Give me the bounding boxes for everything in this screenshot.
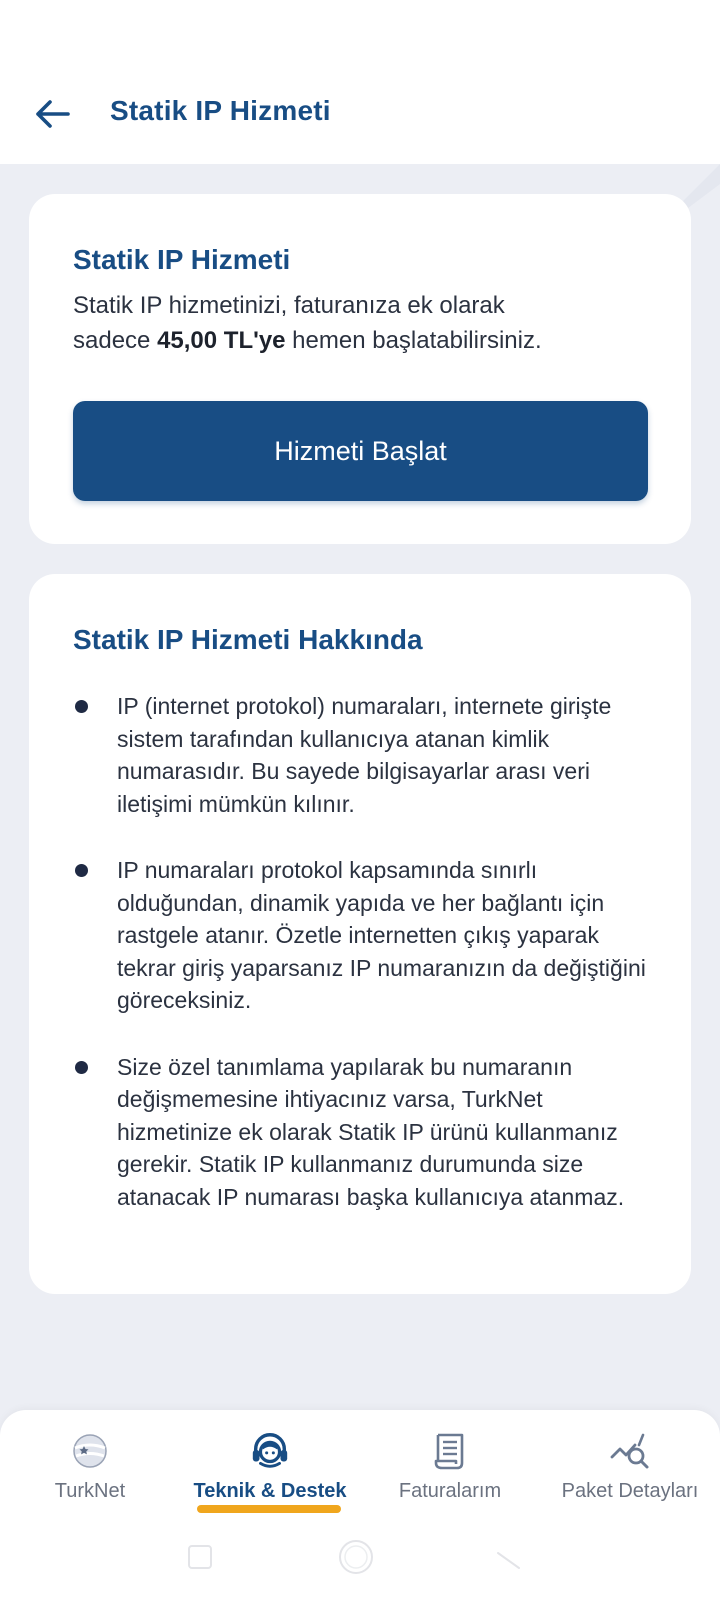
nav-item-support[interactable] (180, 1410, 360, 1520)
bullet-icon (75, 864, 88, 877)
nav-label: Paket Detayları (561, 1480, 699, 1502)
active-tab-indicator (197, 1505, 341, 1513)
offer-desc-post: hemen başlatabilirsiniz. (285, 327, 542, 354)
invoice-icon (429, 1430, 471, 1472)
offer-card (29, 194, 691, 544)
home-icon[interactable] (336, 1537, 376, 1577)
recent-apps-icon[interactable] (186, 1543, 214, 1571)
about-list (73, 690, 653, 1247)
nav-label: TurkNet (54, 1480, 126, 1502)
nav-label: Faturalarım (398, 1480, 502, 1502)
offer-desc-pre: sadece (73, 327, 158, 354)
package-chart-icon (609, 1430, 651, 1472)
page-title: Statik IP Hizmeti (110, 95, 331, 126)
list-item (73, 854, 653, 1017)
list-item-text: IP numaraları protokol kapsamında sınırlı olduğundan, dinamik yapıda ve her bağlantı için rastgele atanır. Özetle internetten çıkış yaparak tekrar giriş yaparsanız IP numaranızın da değiştiğini göreceksiniz. (117, 857, 646, 1013)
app-header (0, 0, 720, 164)
nav-label: Teknik & Destek (193, 1480, 347, 1502)
back-button[interactable] (30, 92, 74, 136)
offer-description (73, 288, 653, 358)
start-service-button[interactable]: Hizmeti Başlat (73, 401, 648, 501)
offer-card-title: Statik IP Hizmeti (73, 244, 291, 275)
bullet-icon (75, 700, 88, 713)
list-item (73, 1051, 653, 1214)
offer-price: 45,00 TL'ye (157, 327, 286, 354)
system-navigation-bar (0, 1525, 720, 1600)
offer-desc-line1: Statik IP hizmetinizi, faturanıza ek olarak (73, 292, 505, 319)
nav-item-invoices[interactable] (360, 1410, 540, 1520)
turknet-globe-icon (69, 1430, 111, 1472)
about-card-title: Statik IP Hizmeti Hakkında (73, 624, 423, 655)
bullet-icon (75, 1061, 88, 1074)
list-item-text: Size özel tanımlama yapılarak bu numaranın değişmemesine ihtiyacınız varsa, TurkNet hizmetinize ek olarak Statik IP ürünü kullanmanız gerekir. Statik IP kullanmanız durumunda size atanacak IP numarası başka kullanıcıya atanmaz. (117, 1053, 625, 1210)
nav-item-package-details[interactable] (540, 1410, 720, 1520)
about-card (29, 574, 691, 1294)
support-headset-icon (249, 1430, 291, 1472)
list-item-text: IP (internet protokol) numaraları, internete girişte sistem tarafından kullanıcıya atanan kimlik numarasıdır. Bu sayede bilgisayarlar arası veri iletişimi mümkün kılınır. (117, 693, 612, 817)
list-item (73, 690, 653, 820)
nav-item-turknet[interactable] (0, 1410, 180, 1520)
arrow-left-icon (34, 99, 70, 129)
back-nav-icon[interactable] (494, 1543, 522, 1571)
